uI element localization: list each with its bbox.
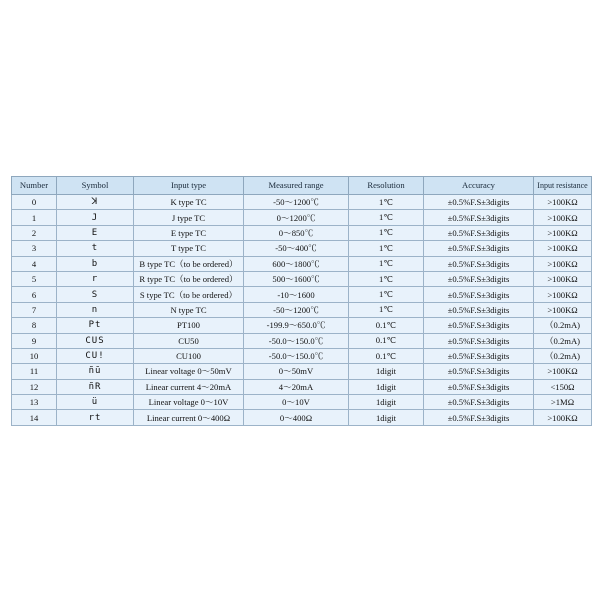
cell-accuracy: ±0.5%F.S±3digits (424, 225, 534, 240)
cell-measured-range: -199.9～650.0℃ (244, 318, 349, 333)
cell-input-resistance: >100KΩ (534, 195, 592, 210)
cell-input-resistance: >100KΩ (534, 256, 592, 271)
cell-input-resistance: >100KΩ (534, 302, 592, 317)
table-row (12, 287, 592, 302)
cell-measured-range: -50～1200℃ (244, 302, 349, 317)
cell-number: 8 (12, 318, 57, 333)
cell-input-resistance: >100KΩ (534, 241, 592, 256)
cell-measured-range: -10～1600 (244, 287, 349, 302)
cell-input-type: B type TC（to be ordered） (134, 256, 244, 271)
cell-resolution: 1℃ (349, 256, 424, 271)
cell-resolution: 1℃ (349, 287, 424, 302)
table-body (12, 195, 592, 426)
cell-input-resistance: （0.2mA) (534, 333, 592, 348)
cell-symbol: b (57, 256, 134, 271)
cell-number: 4 (12, 256, 57, 271)
cell-input-type: Linear voltage 0～50mV (134, 364, 244, 379)
cell-resolution: 0.1℃ (349, 348, 424, 363)
cell-number: 13 (12, 395, 57, 410)
cell-number: 7 (12, 302, 57, 317)
cell-resolution: 1digit (349, 410, 424, 425)
table-row (12, 348, 592, 363)
cell-number: 1 (12, 210, 57, 225)
table-row (12, 241, 592, 256)
table-row (12, 256, 592, 271)
cell-measured-range: 0～1200℃ (244, 210, 349, 225)
cell-input-type: S type TC（to be ordered） (134, 287, 244, 302)
header-input-resistance: Input resistance (534, 177, 592, 195)
cell-accuracy: ±0.5%F.S±3digits (424, 287, 534, 302)
cell-measured-range: -50～1200℃ (244, 195, 349, 210)
cell-symbol: CU! (57, 348, 134, 363)
table-row (12, 225, 592, 240)
cell-measured-range: 4～20mA (244, 379, 349, 394)
cell-resolution: 1digit (349, 364, 424, 379)
cell-accuracy: ±0.5%F.S±3digits (424, 364, 534, 379)
cell-symbol: Pt (57, 318, 134, 333)
cell-measured-range: 0～50mV (244, 364, 349, 379)
cell-input-resistance: >100KΩ (534, 364, 592, 379)
cell-number: 0 (12, 195, 57, 210)
cell-resolution: 0.1℃ (349, 333, 424, 348)
cell-resolution: 1℃ (349, 271, 424, 286)
cell-input-resistance: >100KΩ (534, 210, 592, 225)
cell-input-type: T type TC (134, 241, 244, 256)
table-row (12, 210, 592, 225)
cell-input-type: N type TC (134, 302, 244, 317)
table-row (12, 333, 592, 348)
table-row (12, 379, 592, 394)
cell-measured-range: 0～400Ω (244, 410, 349, 425)
table-header-row (12, 177, 592, 195)
cell-resolution: 0.1℃ (349, 318, 424, 333)
header-number: Number (12, 177, 57, 195)
cell-input-type: E type TC (134, 225, 244, 240)
cell-input-resistance: <150Ω (534, 379, 592, 394)
cell-symbol: ñū (57, 364, 134, 379)
cell-symbol: t (57, 241, 134, 256)
cell-symbol: n (57, 302, 134, 317)
cell-number: 2 (12, 225, 57, 240)
header-symbol: Symbol (57, 177, 134, 195)
cell-input-resistance: >100KΩ (534, 410, 592, 425)
cell-accuracy: ±0.5%F.S±3digits (424, 195, 534, 210)
cell-input-resistance: >100KΩ (534, 271, 592, 286)
cell-measured-range: 600～1800℃ (244, 256, 349, 271)
cell-number: 12 (12, 379, 57, 394)
cell-accuracy: ±0.5%F.S±3digits (424, 271, 534, 286)
cell-number: 11 (12, 364, 57, 379)
cell-input-resistance: >100KΩ (534, 225, 592, 240)
cell-accuracy: ±0.5%F.S±3digits (424, 333, 534, 348)
cell-measured-range: 0～850℃ (244, 225, 349, 240)
cell-resolution: 1digit (349, 379, 424, 394)
cell-input-type: J type TC (134, 210, 244, 225)
cell-input-type: Linear voltage 0～10V (134, 395, 244, 410)
cell-input-type: Linear current 4～20mA (134, 379, 244, 394)
cell-accuracy: ±0.5%F.S±3digits (424, 302, 534, 317)
cell-symbol: ñR (57, 379, 134, 394)
cell-symbol: J (57, 210, 134, 225)
cell-number: 3 (12, 241, 57, 256)
cell-number: 5 (12, 271, 57, 286)
cell-measured-range: -50.0～150.0℃ (244, 348, 349, 363)
cell-measured-range: 500～1600℃ (244, 271, 349, 286)
cell-accuracy: ±0.5%F.S±3digits (424, 410, 534, 425)
cell-measured-range: -50～400℃ (244, 241, 349, 256)
cell-measured-range: -50.0～150.0℃ (244, 333, 349, 348)
cell-resolution: 1digit (349, 395, 424, 410)
table-row (12, 364, 592, 379)
cell-input-type: CU100 (134, 348, 244, 363)
header-input-type: Input type (134, 177, 244, 195)
table-row (12, 318, 592, 333)
cell-resolution: 1℃ (349, 195, 424, 210)
cell-symbol: r (57, 271, 134, 286)
table-row (12, 410, 592, 425)
cell-resolution: 1℃ (349, 225, 424, 240)
cell-number: 14 (12, 410, 57, 425)
cell-accuracy: ±0.5%F.S±3digits (424, 256, 534, 271)
cell-number: 9 (12, 333, 57, 348)
cell-number: 10 (12, 348, 57, 363)
header-measured-range: Measured range (244, 177, 349, 195)
cell-input-type: K type TC (134, 195, 244, 210)
cell-symbol: CUS (57, 333, 134, 348)
cell-resolution: 1℃ (349, 210, 424, 225)
cell-input-resistance: （0.2mA) (534, 348, 592, 363)
cell-accuracy: ±0.5%F.S±3digits (424, 210, 534, 225)
cell-number: 6 (12, 287, 57, 302)
cell-symbol: E (57, 225, 134, 240)
cell-symbol: ꓘ (57, 195, 134, 210)
cell-input-resistance: >100KΩ (534, 287, 592, 302)
cell-resolution: 1℃ (349, 302, 424, 317)
cell-input-resistance: （0.2mA) (534, 318, 592, 333)
input-type-spec-table (11, 176, 592, 426)
cell-input-type: Linear current 0～400Ω (134, 410, 244, 425)
table-row (12, 395, 592, 410)
cell-accuracy: ±0.5%F.S±3digits (424, 348, 534, 363)
header-accuracy: Accuracy (424, 177, 534, 195)
cell-measured-range: 0～10V (244, 395, 349, 410)
cell-symbol: rt (57, 410, 134, 425)
cell-accuracy: ±0.5%F.S±3digits (424, 318, 534, 333)
cell-symbol: S (57, 287, 134, 302)
header-resolution: Resolution (349, 177, 424, 195)
cell-input-resistance: >1MΩ (534, 395, 592, 410)
table-row (12, 195, 592, 210)
cell-accuracy: ±0.5%F.S±3digits (424, 241, 534, 256)
cell-symbol: ü (57, 395, 134, 410)
cell-accuracy: ±0.5%F.S±3digits (424, 395, 534, 410)
cell-input-type: CU50 (134, 333, 244, 348)
cell-resolution: 1℃ (349, 241, 424, 256)
table-row (12, 271, 592, 286)
table-row (12, 302, 592, 317)
cell-accuracy: ±0.5%F.S±3digits (424, 379, 534, 394)
cell-input-type: R type TC（to be ordered） (134, 271, 244, 286)
cell-input-type: PT100 (134, 318, 244, 333)
